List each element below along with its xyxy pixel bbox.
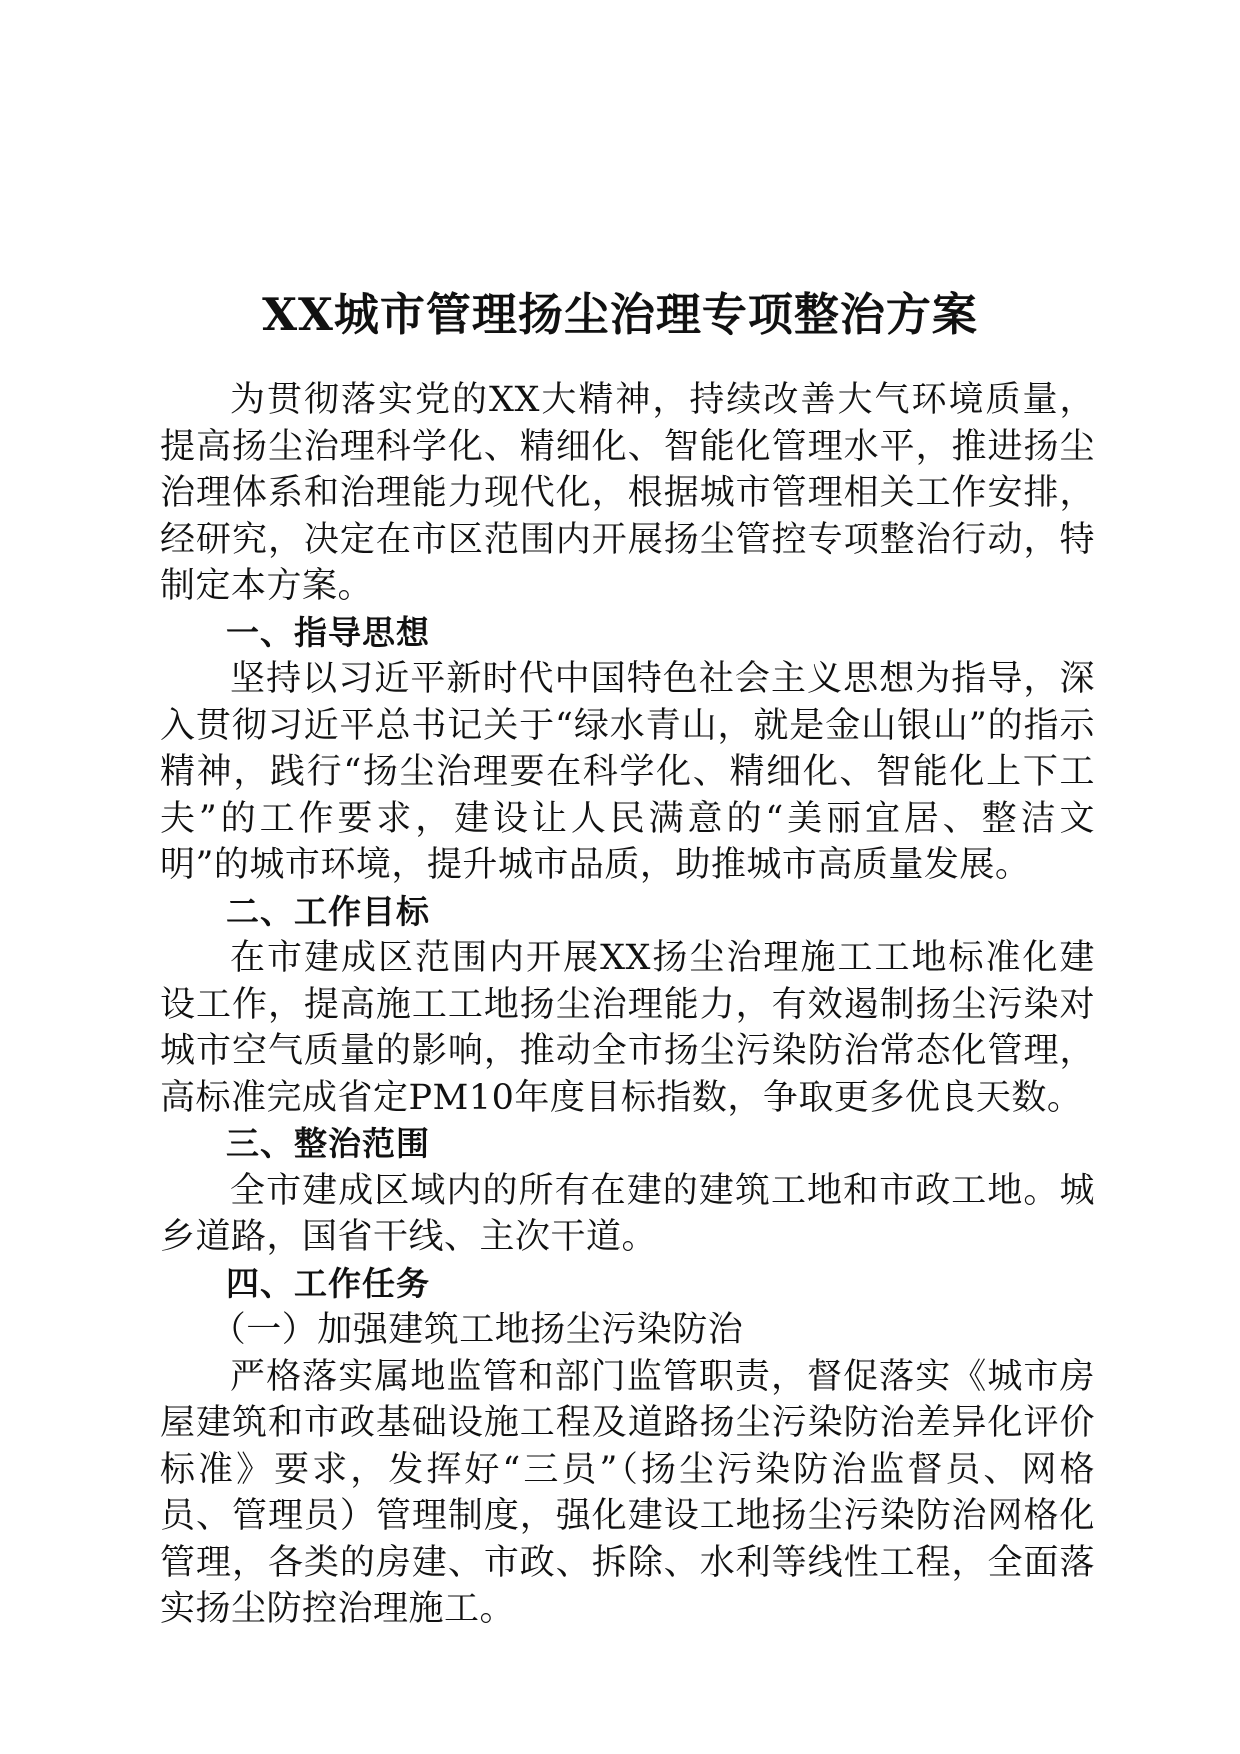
section-paragraph-work-tasks: 严格落实属地监管和部门监管职责，督促落实《城市房屋建筑和市政基础设施工程及道路扬尘污染防治差异化评价标准》要求，发挥好“三员”（扬尘污染防治监督员、网格员、管理员）管理制度，强化建设工地扬尘污染防治网格化管理，各类的房建、市政、拆除、水利等线性工程，全面落实扬尘防控治理施工。 <box>160 1356 1095 1629</box>
section-heading-scope: 三、整治范围 <box>226 1124 430 1163</box>
document-title: XX城市管理扬尘治理专项整治方案 <box>262 288 978 342</box>
section-heading-work-tasks: 四、工作任务 <box>226 1263 430 1303</box>
section-heading-work-goals: 二、工作目标 <box>226 891 430 931</box>
section-heading-guiding-ideology: 一、指导思想 <box>226 612 430 652</box>
subsection-heading-construction-dust: （一）加强建筑工地扬尘污染防治 <box>210 1310 744 1350</box>
document-body <box>160 377 1095 1633</box>
section-paragraph-scope: 全市建成区域内的所有在建的建筑工地和市政工地。城乡道路，国省干线、主次干道。 <box>160 1170 1095 1257</box>
section-paragraph-guiding-ideology: 坚持以习近平新时代中国特色社会主义思想为指导，深入贯彻习近平总书记关于“绿水青山，就是金山银山”的指示精神，践行“扬尘治理要在科学化、精细化、智能化上下工夫”的工作要求，建设让人民满意的“美丽宜居、整洁文明”的城市环境，提升城市品质，助推城市高质量发展。 <box>160 659 1095 885</box>
section-paragraph-work-goals: 在市建成区范围内开展XX扬尘治理施工工地标准化建设工作，提高施工工地扬尘治理能力，有效遏制扬尘污染对城市空气质量的影响，推动全市扬尘污染防治常态化管理，高标准完成省定PM10年度目标指数，争取更多优良天数。 <box>160 938 1095 1118</box>
intro-paragraph: 为贯彻落实党的XX大精神，持续改善大气环境质量，提高扬尘治理科学化、精细化、智能化管理水平，推进扬尘治理体系和治理能力现代化，根据城市管理相关工作安排，经研究，决定在市区范围内开展扬尘管控专项整治行动，特制定本方案。 <box>160 380 1095 606</box>
